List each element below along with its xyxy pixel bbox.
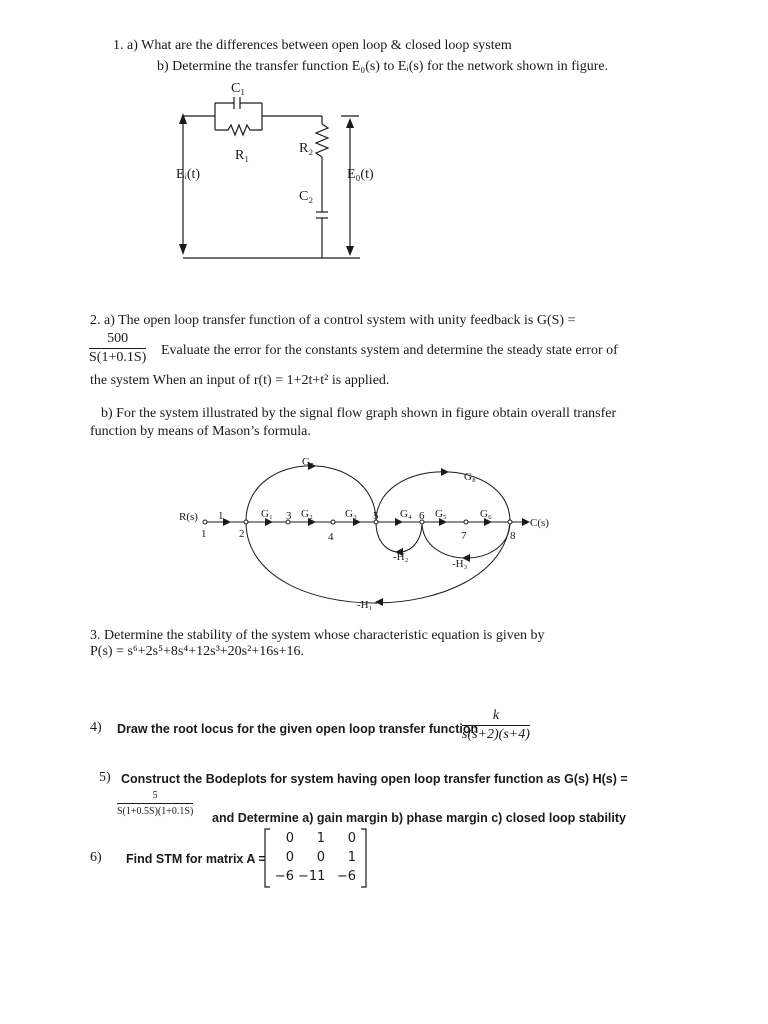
eo-label: E₀(t) <box>347 167 374 182</box>
q1b-text: b) Determine the transfer function E₀(s) to Eᵢ(s) for the network shown in figure. <box>157 59 609 74</box>
q5-numerator: 5 <box>117 789 193 804</box>
q2a-text-last: the system When an input of r(t) = 1+2t+t² is applied. <box>90 373 390 388</box>
node-label-7: 7 <box>461 530 467 542</box>
q2a-text: 2. a) The open loop transfer function of a control system with unity feedback is G(S) = <box>90 313 576 328</box>
q6-text: Find STM for matrix A = <box>126 852 266 866</box>
matrix-cell: 0 <box>347 831 356 846</box>
q4-text: Draw the root locus for the given open loop transfer function <box>117 722 479 736</box>
node-label-4: 4 <box>328 531 334 543</box>
g7-label: G₇ <box>302 456 314 468</box>
matrix-cell: 1 <box>316 831 325 846</box>
h1-label: -H₁ <box>357 599 373 611</box>
q2a-text-cont: Evaluate the error for the constants system and determine the steady state error of <box>161 343 618 358</box>
g2-label: G₂ <box>301 508 313 520</box>
node-label-5: 5 <box>373 510 379 522</box>
matrix-cell: 0 <box>285 831 294 846</box>
q3-equation: P(s) = s⁶+2s⁵+8s⁴+12s³+20s²+16s+16. <box>90 644 305 659</box>
node-label-8: 8 <box>510 530 516 542</box>
q4-denominator: s(s+2)(s+4) <box>462 727 530 742</box>
q1a-text: 1. a) What are the differences between open loop & closed loop system <box>113 38 512 53</box>
g5-label: G₅ <box>435 508 447 520</box>
node-label-6: 6 <box>419 510 425 522</box>
node-label-2: 2 <box>239 528 245 540</box>
matrix-cell: 0 <box>316 850 325 865</box>
q2b-text: b) For the system illustrated by the signal flow graph shown in figure obtain overall transfer <box>101 406 617 421</box>
r2-label: R₂ <box>299 141 314 156</box>
g1-label: G₁ <box>261 508 273 520</box>
node-label-1: 1 <box>201 528 207 540</box>
edge-label-1: 1 <box>218 510 224 522</box>
matrix-cell: 0 <box>285 850 294 865</box>
g4-label: G₄ <box>400 508 412 520</box>
q5-tail: and Determine a) gain margin b) phase margin c) closed loop stability <box>212 811 626 825</box>
g3-label: G₃ <box>345 508 357 520</box>
c1-label: C₁ <box>231 81 246 96</box>
rs-label: R(s) <box>179 511 198 523</box>
h2-label: -H₂ <box>393 551 409 563</box>
q2a-numerator: 500 <box>89 331 146 349</box>
g8-label: G₈ <box>464 471 476 483</box>
q3-text: 3. Determine the stability of the system whose characteristic equation is given by <box>90 628 545 643</box>
q5-text: Construct the Bodeplots for system having open loop transfer function as G(s) H(s) = <box>121 772 628 786</box>
matrix-cell: −11 <box>298 869 326 884</box>
q5-denominator: S(1+0.5S)(1+0.1S) <box>117 806 194 817</box>
g6-label: G₆ <box>480 508 492 520</box>
h3-label: -H₃ <box>452 558 468 570</box>
q2a-denominator: S(1+0.1S) <box>89 350 147 365</box>
q5-number: 5) <box>99 770 111 785</box>
c2-label: C₂ <box>299 189 314 204</box>
q4-numerator: k <box>462 708 530 726</box>
r1-label: R₁ <box>235 148 250 163</box>
matrix-cell: −6 <box>336 869 356 884</box>
cs-label: C(s) <box>530 517 549 529</box>
q6-number: 6) <box>90 850 102 865</box>
matrix-cell: 1 <box>347 850 356 865</box>
q2b-text-2: function by means of Mason’s formula. <box>90 424 311 439</box>
matrix-cell: −6 <box>274 869 294 884</box>
node-label-3: 3 <box>286 510 292 522</box>
q4-number: 4) <box>90 720 102 735</box>
ei-label: Eᵢ(t) <box>176 167 201 182</box>
